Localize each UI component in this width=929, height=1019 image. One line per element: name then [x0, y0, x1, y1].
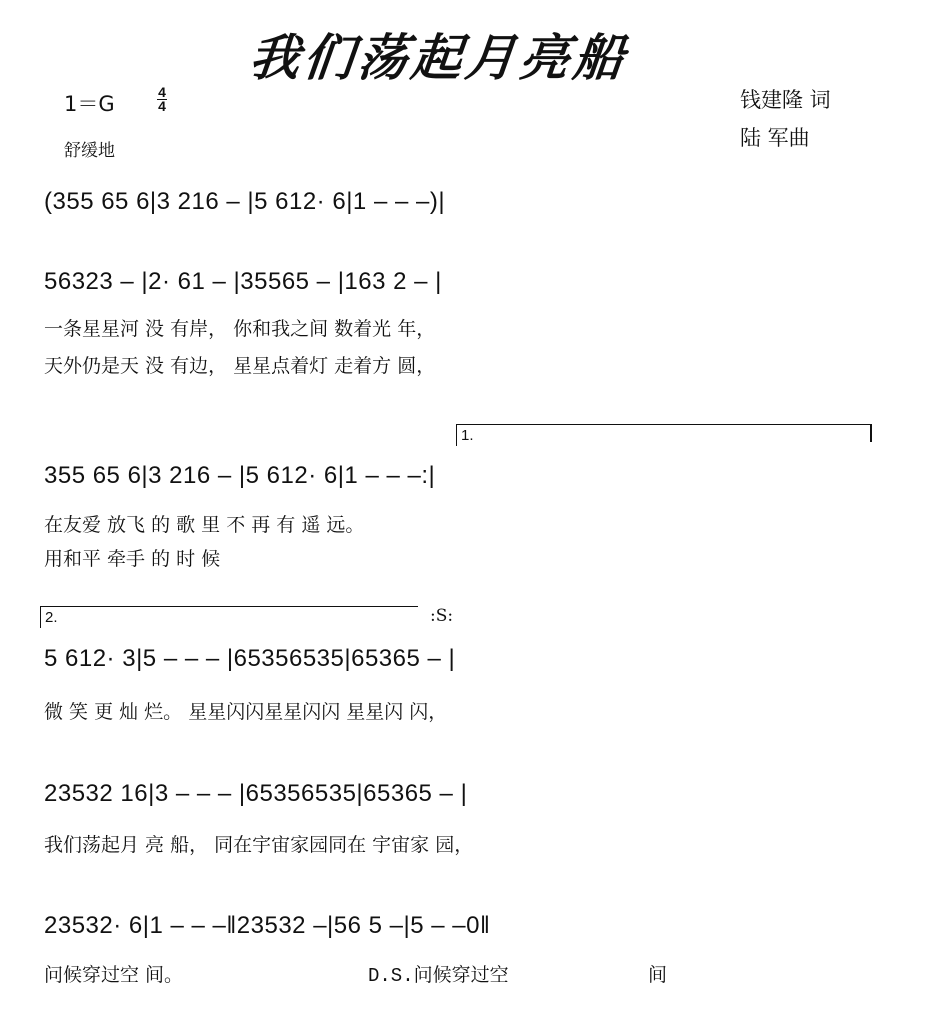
notation-row-2: 56323 – |2· 61 – |35565 – |163 2 – | — [44, 268, 442, 295]
lyrics-row-2-verse-1: 一条星星河 没 有岸， 你和我之间 数着光 年， — [44, 318, 436, 340]
notation-row-1: (355 65 6|3 216 – |5 612· 6|1 – – –)| — [44, 188, 446, 215]
song-title: 我们荡起月亮船 — [246, 28, 631, 87]
lyricist-credit: 钱建隆 词 — [740, 88, 831, 112]
lyrics-row-3-verse-2: 用和平 牵手 的 时 候 — [44, 548, 221, 570]
lyrics-row-6-a: 问候穿过空 间。 — [44, 964, 184, 986]
lyrics-row-3-verse-1: 在友爱 放飞 的 歌 里 不 再 有 遥 远。 — [44, 514, 365, 536]
lyrics-row-6-ds: D.S.问候穿过空 — [368, 965, 509, 987]
second-ending-bracket — [40, 606, 418, 628]
notation-row-5: 23532 16|3 – – – |65356535|65365 – | — [44, 780, 468, 807]
first-ending-bracket — [456, 424, 872, 446]
tempo-marking: 舒缓地 — [64, 141, 115, 161]
notation-row-3: 355 65 6|3 216 – |5 612· 6|1 – – –:| — [44, 462, 436, 489]
key-signature: 1＝G — [64, 92, 115, 116]
lyrics-row-5: 我们荡起月 亮 船， 同在宇宙家园同在 宇宙家 园， — [44, 834, 474, 856]
time-signature — [156, 86, 168, 113]
notation-row-6: 23532· 6|1 – – –‖23532 –|56 5 –|5 – –0‖ — [44, 912, 491, 939]
time-signature-top: 4 — [158, 84, 166, 100]
lyrics-row-6-c: 间 — [648, 964, 668, 986]
first-ending-end — [870, 424, 872, 442]
second-ending-label: 2. — [45, 609, 58, 626]
first-ending-label: 1. — [461, 427, 474, 444]
lyrics-row-2-verse-2: 天外仍是天 没 有边， 星星点着灯 走着方 圆， — [44, 355, 436, 377]
segno-sign: :S: — [430, 606, 454, 626]
composer-credit: 陆 军曲 — [740, 126, 810, 150]
notation-row-4: 5 612· 3|5 – – – |65356535|65365 – | — [44, 645, 456, 672]
lyrics-row-4: 微 笑 更 灿 烂。 星星闪闪星星闪闪 星星闪 闪， — [44, 701, 448, 723]
time-signature-bottom: 4 — [158, 98, 166, 114]
